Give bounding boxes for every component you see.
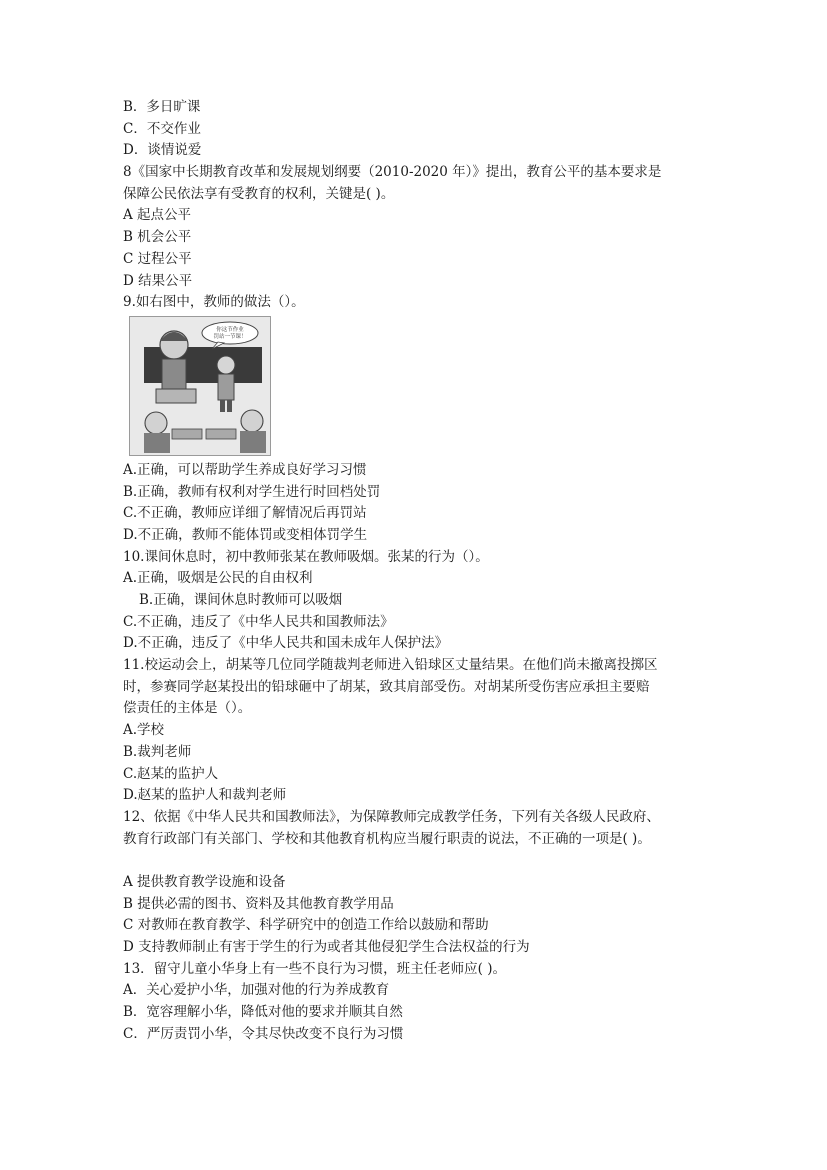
q8-stem-line-1: 8《国家中长期教育改革和发展规划纲要（2010-2020 年）》提出，教育公平的基本要求是 (123, 164, 662, 181)
q12-option-d: D 支持教师制止有害于学生的行为或者其他侵犯学生合法权益的行为 (123, 939, 530, 955)
q13-stem: 13．留守儿童小华身上有一些不良行为习惯，班主任老师应( )。 (123, 960, 507, 977)
q9-option-b: B.正确，教师有权利对学生进行时回档处罚 (123, 483, 381, 500)
q13-option-a: A．关心爱护小华，加强对他的行为养成教育 (123, 982, 390, 999)
q7-option-b: B．多日旷课 (123, 99, 201, 115)
classroom-cartoon-figure (129, 316, 271, 456)
q9-option-a: A.正确，可以帮助学生养成良好学习习惯 (123, 461, 367, 478)
q11-option-c: C.赵某的监护人 (123, 765, 219, 782)
q10-option-b: B.正确，课间休息时教师可以吸烟 (139, 592, 343, 608)
speech-bubble-text-2: 罚站一节课！ (213, 333, 247, 340)
q10-option-c: C.不正确，违反了《中华人民共和国教师法》 (123, 613, 394, 630)
q10-option-d: D.不正确，违反了《中华人民共和国未成年人保护法》 (123, 635, 449, 652)
q8-option-d: D 结果公平 (123, 272, 193, 289)
q7-option-d: D．谈情说爱 (123, 142, 202, 159)
q9-option-d: D.不正确，教师不能体罚或变相体罚学生 (123, 526, 368, 543)
q11-stem-line-3: 偿责任的主体是（）。 (123, 700, 252, 717)
q12-option-b: B 提供必需的图书、资料及其他教育教学用品 (123, 895, 394, 912)
q12-stem-line-1: 12、依据《中华人民共和国教师法》，为保障教师完成教学任务，下列有关各级人民政府、 (123, 808, 660, 825)
q11-stem-line-1: 11.校运动会上，胡某等几位同学随裁判老师进入铅球区丈量结果。在他们尚未撤离投掷区 (123, 657, 658, 674)
speech-bubble-text-1: 你这节作业 (216, 326, 244, 333)
q9-stem: 9.如右图中，教师的做法（）。 (123, 294, 305, 311)
classroom-cartoon-illustration (130, 317, 270, 455)
q8-option-b: B 机会公平 (123, 229, 192, 246)
q12-option-c: C 对教师在教育教学、科学研究中的创造工作给以鼓励和帮助 (123, 917, 489, 934)
q10-option-a: A.正确，吸烟是公民的自由权利 (123, 570, 313, 587)
q11-option-a: A.学校 (123, 722, 165, 739)
q13-option-b: B．宽容理解小华，降低对他的要求并顺其自然 (123, 1004, 403, 1021)
q12-stem-line-2: 教育行政部门有关部门、学校和其他教育机构应当履行职责的说法，不正确的一项是( )。 (123, 830, 651, 847)
q8-option-c: C 过程公平 (123, 250, 192, 267)
q7-option-c: C．不交作业 (123, 120, 201, 137)
q12-option-a: A 提供教育教学设施和设备 (123, 873, 286, 890)
q11-option-d: D.赵某的监护人和裁判老师 (123, 787, 287, 804)
blank-line (123, 850, 713, 872)
q9-option-c: C.不正确，教师应详细了解情况后再罚站 (123, 505, 367, 522)
q11-option-b: B.裁判老师 (123, 743, 192, 760)
q11-stem-line-2: 时，参赛同学赵某投出的铅球砸中了胡某，致其肩部受伤。对胡某所受伤害应承担主要赔 (123, 678, 650, 695)
q13-option-c: C．严厉责罚小华，令其尽快改变不良行为习惯 (123, 1025, 404, 1042)
document-page (123, 97, 713, 1045)
q8-stem-line-2: 保障公民依法享有受教育的权利，关键是( )。 (123, 185, 395, 202)
q10-stem: 10.课间休息时，初中教师张某在教师吸烟。张某的行为（）。 (123, 548, 489, 565)
q8-option-a: A 起点公平 (123, 207, 192, 224)
